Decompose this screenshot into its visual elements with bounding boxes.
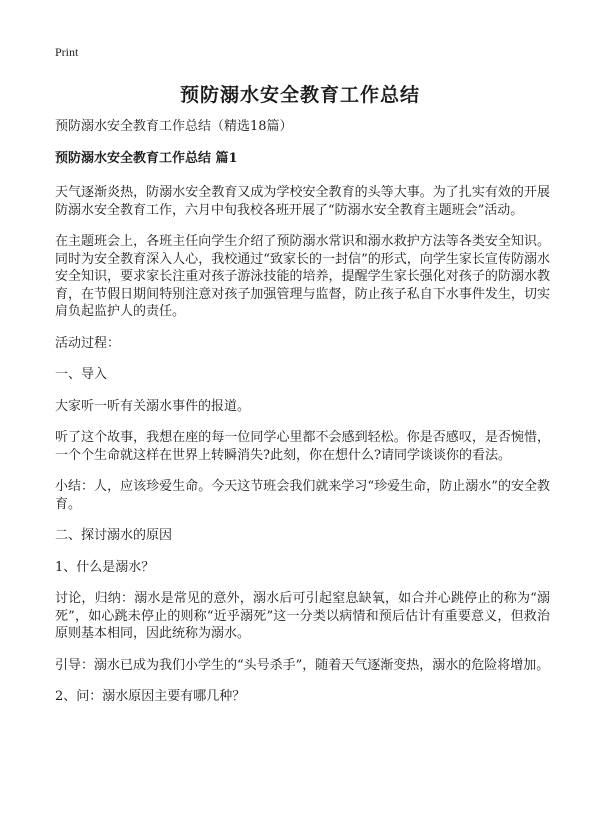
paragraph-3: 活动过程： — [55, 335, 121, 351]
document-body — [55, 118, 550, 706]
paragraph-5: 大家听一听有关溺水事件的报道。 — [55, 398, 251, 414]
section-heading: 预防溺水安全教育工作总结 篇1 — [55, 150, 238, 166]
paragraph-7: 小结：人，应该珍爱生命。今天这节班会我们就来学习“珍爱生命，防止溺水”的安全教育。 — [55, 479, 550, 512]
print-link[interactable]: Print — [55, 45, 79, 59]
paragraph-6: 听了这个故事，我想在座的每一位同学心里都不会感到轻松。你是否感叹，是否惋惜，一个个生命就这样在世界上转瞬消失?此刻，你在想什么?请同学谈谈你的看法。 — [55, 430, 550, 463]
paragraph-11: 引导：溺水已成为我们小学生的“头号杀手”，随着天气逐渐变热，溺水的危险将增加。 — [55, 657, 550, 673]
paragraph-10: 讨论，归纳：溺水是常见的意外，溺水后可引起窒息缺氧，如合并心跳停止的称为“溺死”，如心跳未停止的则称“近乎溺死”这一分类以病情和预后估计有重要意义，但救治原则基本相同，因此统称为溺水。 — [55, 591, 550, 641]
document-subtitle: 预防溺水安全教育工作总结（精选18篇） — [55, 119, 293, 134]
paragraph-12: 2、问：溺水原因主要有哪几种？ — [55, 689, 246, 704]
paragraph-9: 1、什么是溺水？ — [55, 559, 155, 575]
page-title: 预防溺水安全教育工作总结 — [179, 84, 420, 106]
paragraph-4: 一、导入 — [55, 367, 108, 382]
paragraph-8: 二、探讨溺水的原因 — [55, 528, 173, 543]
paragraph-1: 天气逐渐炎热，防溺水安全教育又成为学校安全教育的头等大事。为了扎实有效的开展防溺水安全教育工作，六月中旬我校各班开展了“防溺水安全教育主题班会”活动。 — [55, 185, 550, 218]
paragraph-2: 在主题班会上，各班主任向学生介绍了预防溺水常识和溺水救护方法等各类安全知识。同时为安全教育深入人心，我校通过“致家长的一封信”的形式，向学生家长宣传防溺水安全知识，要求家长注重对孩子游泳技能的培养，提醒学生家长强化对孩子的防溺水教育，在节假日期间特别注意对孩子加强管理与监督，防止孩子私自下水事件发生，切实肩负起监护人的责任。 — [55, 234, 550, 319]
